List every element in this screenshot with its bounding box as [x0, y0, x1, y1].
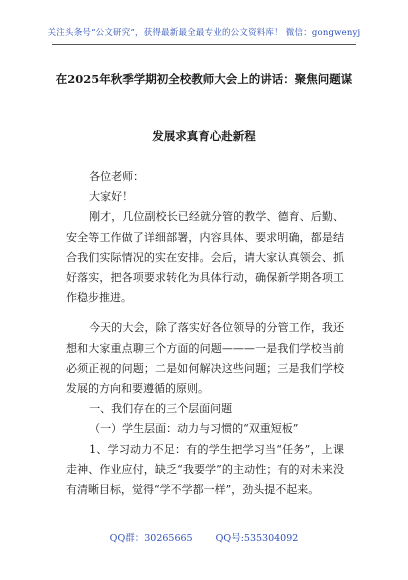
paragraph-3: 1、学习动力不足：有的学生把学习当“任务”，上课走神、作业应付，缺乏“我要学”的主动性；有的对未来没有清晰目标，觉得“学不学都一样”，劲头提不起来。: [66, 442, 344, 497]
paragraph-2: 今天的大会，除了落实好各位领导的分管工作，我还想和大家重点聊三个方面的问题———一是我们学校当前必须正视的问题；二是如何解决这些问题；三是我们学校发展的方向和要遵循的原则。: [66, 321, 344, 396]
paragraph-1: 刚才，几位副校长已经就分管的教学、德育、后勤、安全等工作做了详细部署，内容具体、要求明确，都是结合我们实际情况的实在安排。会后，请大家认真领会、抓好落实，把各项要求转化为具体行动，确保新学期各项工作稳步推进。: [66, 210, 344, 305]
footer-qq-group: QQ群：30265665: [109, 533, 193, 544]
subsection-heading-1: （一）学生层面：动力与习惯的“双重短板”: [89, 422, 299, 436]
header-divider: [52, 44, 356, 45]
salutation: 各位老师：: [89, 170, 145, 183]
greeting: 大家好！: [89, 190, 134, 204]
document-body: [66, 167, 344, 500]
footer-qq-number: QQ号:535304092: [215, 533, 299, 544]
document-title-line1: 在2025年秋季学期初全校教师大会上的讲话：聚焦问题谋: [55, 72, 353, 86]
document-title-line2: 发展求真育心赴新程: [152, 129, 256, 143]
section-heading-1: 一、我们存在的三个层面问题: [89, 402, 233, 416]
footer: [0, 530, 408, 544]
header-note: 关注头条号“公文研究”，获得最新最全最专业的公文资料库！ 微信：gongwenyj: [47, 28, 361, 38]
